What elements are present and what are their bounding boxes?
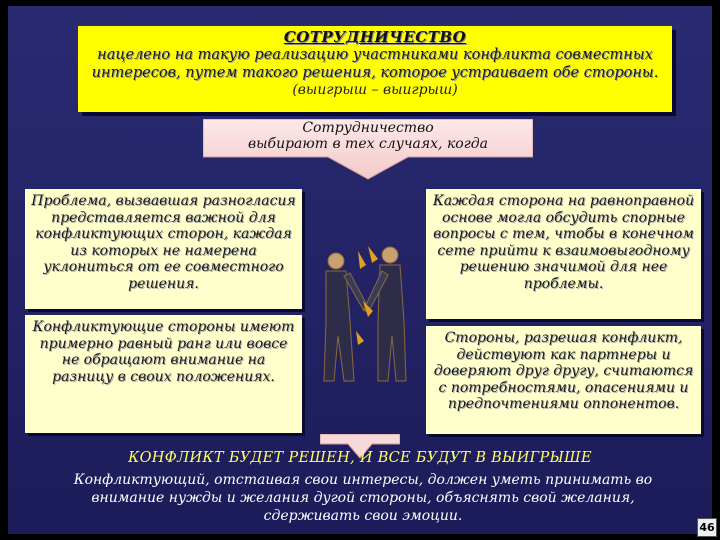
condition-box-important-problem: Проблема, вызвавшая разногласия представляется важной для конфликтующих сторон, каждая из которых не намерена уклониться от ее совместного решения. (25, 189, 302, 309)
definition-line-1: нацелено на такую реализацию участниками конфликта совместных (97, 47, 653, 63)
condition-box-partners: Стороны, разрешая конфликт, действуют как партнеры и доверяют друг другу, считаются с потребностями, опасениями и предпочтениями оппонентов. (426, 326, 701, 434)
banner-line-1: Сотрудничество (302, 120, 434, 136)
page-number: 46 (697, 518, 717, 537)
slide-title: СОТРУДНИЧЕСТВО (283, 28, 467, 46)
definition-line-2: интересов, путем такого решения, которое устраивает обе стороны. (91, 65, 659, 81)
condition-box-equal-rank: Конфликтующие стороны имеют примерно равный ранг или вовсе не обращают внимание на разницу в своих положениях. (25, 315, 302, 433)
banner-line-2: выбирают в тех случаях, когда (247, 136, 489, 152)
slide (8, 6, 712, 534)
footer-text: Конфликтующий, отстаивая свои интересы, должен уметь принимать во внимание нужды и желания дугой стороны, объяснять свой желания, сдерживать свои эмоции. (73, 472, 653, 524)
definition-subtitle: (выигрыш – выигрыш) (292, 82, 458, 98)
banner-text (223, 120, 513, 152)
condition-box-equal-discussion: Каждая сторона на равноправной основе могла обсудить спорные вопросы с тем, чтобы в конечном сете прийти к взаимовыгодному решению значимой для нее проблемы. (426, 189, 701, 319)
definition-box (78, 26, 672, 112)
handshake-illustration (308, 241, 420, 391)
conclusion-text: КОНФЛИКТ БУДЕТ РЕШЕН, И ВСЕ БУДУТ В ВЫИГРЫШЕ (128, 450, 592, 466)
